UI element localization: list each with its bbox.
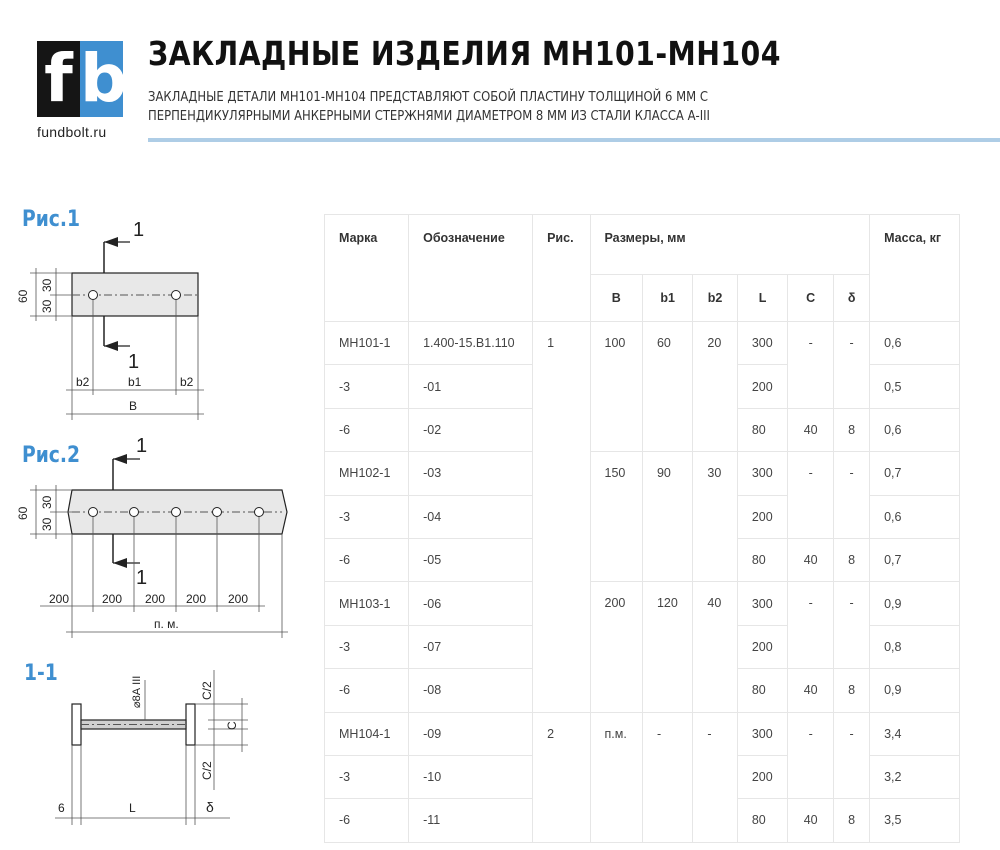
cell-delta: 8 (834, 669, 870, 712)
cell-oboznachenie: -05 (409, 538, 533, 581)
col-header-oboznachenie: Обозначение (409, 215, 533, 322)
cell-L: 200 (737, 495, 787, 538)
specs-table-container (324, 214, 960, 828)
cell-massa: 3,5 (870, 799, 960, 842)
fig2-dim-spacing: 200 (102, 592, 123, 606)
cell-b2: 40 (693, 582, 737, 712)
specs-table (324, 214, 960, 843)
cell-massa: 0,8 (870, 625, 960, 668)
logo-letter-b: b (80, 40, 128, 117)
col-header-ris: Рис. (533, 215, 590, 322)
fig1-dim-30-bottom: 30 (40, 299, 54, 313)
fig2-dim-spacing: 200 (49, 592, 70, 606)
cell-oboznachenie: 1.400-15.В1.110 (409, 322, 533, 365)
cell-delta: 8 (834, 408, 870, 451)
cell-delta: - (834, 452, 870, 539)
cell-C: - (788, 452, 834, 539)
cell-b1: - (642, 712, 692, 842)
cell-L: 200 (737, 625, 787, 668)
fig3-dim-6: 6 (58, 801, 65, 815)
fig3-dim-c2-bottom: С/2 (200, 761, 214, 780)
col-header-delta: δ (834, 275, 870, 322)
cell-massa: 0,7 (870, 538, 960, 581)
cell-B: 150 (590, 452, 642, 582)
cell-delta: - (834, 322, 870, 409)
cell-marka: -3 (325, 495, 409, 538)
cell-massa: 0,6 (870, 495, 960, 538)
fig2-anchor-hole (172, 508, 181, 517)
cell-massa: 0,9 (870, 669, 960, 712)
cell-marka: МН103-1 (325, 582, 409, 625)
fig1-dim-b2-left: b2 (76, 375, 90, 389)
cell-L: 200 (737, 755, 787, 798)
cell-C: 40 (788, 669, 834, 712)
fig2-anchor-hole (255, 508, 264, 517)
fig1-section-arrow-top (104, 237, 118, 247)
cell-oboznachenie: -03 (409, 452, 533, 495)
cell-L: 80 (737, 799, 787, 842)
fig2-dim-length: п. м. (154, 617, 179, 631)
fig2-section-top: 1 (136, 435, 148, 457)
cell-marka: -3 (325, 365, 409, 408)
cell-marka: МН101-1 (325, 322, 409, 365)
fig1-anchor-hole (89, 291, 98, 300)
fig1-dim-B: B (129, 399, 138, 413)
cell-oboznachenie: -08 (409, 669, 533, 712)
fig2-dim-spacing: 200 (186, 592, 207, 606)
cell-delta: 8 (834, 538, 870, 581)
fig2-anchor-hole (213, 508, 222, 517)
technical-drawings (0, 0, 330, 850)
cell-marka: -3 (325, 755, 409, 798)
fig1-label: Рис.1 (22, 207, 81, 232)
fig3-rebar-label: ⌀8А III (131, 675, 143, 708)
fig3-plate-right (186, 704, 195, 745)
fig1-drawing (16, 219, 204, 420)
cell-marka: МН104-1 (325, 712, 409, 755)
cell-L: 200 (737, 365, 787, 408)
cell-oboznachenie: -10 (409, 755, 533, 798)
fig2-dim-spacing: 200 (228, 592, 249, 606)
cell-oboznachenie: -02 (409, 408, 533, 451)
fig3-dim-delta: δ (206, 799, 214, 815)
fig2-dim-spacing: 200 (145, 592, 166, 606)
cell-massa: 0,7 (870, 452, 960, 495)
cell-L: 300 (737, 712, 787, 755)
cell-C: - (788, 582, 834, 669)
col-header-b1: b1 (642, 275, 692, 322)
fig3-dim-L: L (129, 801, 136, 815)
table-row (325, 712, 960, 755)
cell-marka: -6 (325, 408, 409, 451)
fig2-label: Рис.2 (22, 443, 81, 468)
fig1-section-bottom: 1 (128, 351, 140, 373)
col-header-massa: Масса, кг (870, 215, 960, 322)
fig1-section-top: 1 (133, 219, 145, 241)
cell-marka: МН102-1 (325, 452, 409, 495)
fig2-dim-30-bottom: 30 (40, 517, 54, 531)
cell-C: 40 (788, 538, 834, 581)
cell-ris: 2 (533, 712, 590, 842)
cell-oboznachenie: -06 (409, 582, 533, 625)
fig2-section-arrow-bottom (113, 558, 127, 568)
cell-b1: 120 (642, 582, 692, 712)
fig3-drawing (55, 670, 248, 825)
cell-massa: 0,5 (870, 365, 960, 408)
cell-b1: 90 (642, 452, 692, 582)
col-header-marka: Марка (325, 215, 409, 322)
specs-table-body (325, 322, 960, 843)
cell-C: 40 (788, 408, 834, 451)
cell-massa: 0,9 (870, 582, 960, 625)
col-header-B: B (590, 275, 642, 322)
fig2-anchor-hole (89, 508, 98, 517)
cell-C: 40 (788, 799, 834, 842)
fig2-drawing (16, 435, 288, 638)
fig1-dim-30-top: 30 (40, 278, 54, 292)
cell-C: - (788, 712, 834, 799)
cell-L: 300 (737, 452, 787, 495)
cell-oboznachenie: -04 (409, 495, 533, 538)
fig2-section-bottom: 1 (136, 567, 148, 589)
cell-C: - (788, 322, 834, 409)
cell-marka: -6 (325, 799, 409, 842)
fig2-dim-60: 60 (16, 506, 30, 520)
col-header-b2: b2 (693, 275, 737, 322)
cell-ris: 1 (533, 322, 590, 713)
page-subtitle: ЗАКЛАДНЫЕ ДЕТАЛИ МН101-МН104 ПРЕДСТАВЛЯЮТ СОБОЙ ПЛАСТИНУ ТОЛЩИНОЙ 6 ММ С ПЕРПЕНДИКУЛЯРНЫМИ АНКЕРНЫМИ СТЕРЖНЯМИ ДИАМЕТРОМ 8 ММ ИЗ СТАЛИ КЛАССА А-III (148, 89, 710, 124)
cell-B: 200 (590, 582, 642, 712)
page-title: ЗАКЛАДНЫЕ ИЗДЕЛИЯ МН101-МН104 (148, 34, 781, 73)
table-row (325, 582, 960, 625)
logo-url[interactable]: fundbolt.ru (37, 124, 107, 140)
col-header-razmery: Размеры, мм (590, 215, 870, 275)
fig1-dim-b2-right: b2 (180, 375, 194, 389)
logo-letter-f: f (44, 40, 73, 117)
cell-massa: 3,4 (870, 712, 960, 755)
fig1-dim-b1: b1 (128, 375, 142, 389)
cell-L: 300 (737, 322, 787, 365)
cell-L: 80 (737, 669, 787, 712)
fig2-dim-30-top: 30 (40, 495, 54, 509)
cell-b1: 60 (642, 322, 692, 452)
cell-marka: -3 (325, 625, 409, 668)
cell-marka: -6 (325, 538, 409, 581)
fig3-label: 1-1 (24, 661, 58, 686)
fig1-dim-60: 60 (16, 289, 30, 303)
cell-delta: - (834, 712, 870, 799)
table-row (325, 452, 960, 495)
cell-B: 100 (590, 322, 642, 452)
col-header-C: C (788, 275, 834, 322)
cell-L: 300 (737, 582, 787, 625)
fig1-anchor-hole (172, 291, 181, 300)
cell-oboznachenie: -01 (409, 365, 533, 408)
fig3-dim-c2-top: С/2 (200, 681, 214, 700)
fig1-section-arrow-bottom (104, 341, 118, 351)
cell-L: 80 (737, 538, 787, 581)
cell-delta: - (834, 582, 870, 669)
col-header-L: L (737, 275, 787, 322)
cell-b2: 30 (693, 452, 737, 582)
cell-massa: 3,2 (870, 755, 960, 798)
cell-massa: 0,6 (870, 322, 960, 365)
cell-delta: 8 (834, 799, 870, 842)
cell-oboznachenie: -11 (409, 799, 533, 842)
fig2-anchor-hole (130, 508, 139, 517)
fig3-plate-left (72, 704, 81, 745)
cell-b2: 20 (693, 322, 737, 452)
table-row (325, 322, 960, 365)
fig3-dim-c: С (225, 721, 239, 730)
fig2-section-arrow-top (113, 454, 127, 464)
cell-oboznachenie: -07 (409, 625, 533, 668)
cell-B: п.м. (590, 712, 642, 842)
cell-L: 80 (737, 408, 787, 451)
cell-b2: - (693, 712, 737, 842)
cell-massa: 0,6 (870, 408, 960, 451)
cell-oboznachenie: -09 (409, 712, 533, 755)
cell-marka: -6 (325, 669, 409, 712)
